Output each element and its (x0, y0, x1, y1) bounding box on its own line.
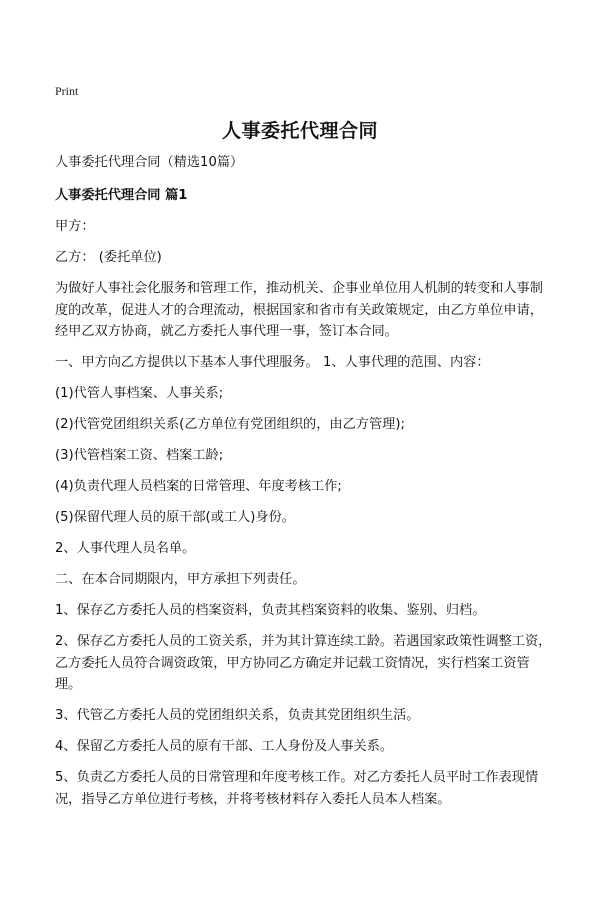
paragraph-item-5: (5)保留代理人员的原干部(或工人)身份。 (55, 510, 295, 525)
paragraph-party-b: 乙方： (委托单位) (55, 250, 162, 265)
paragraph-duty-3: 3、代管乙方委托人员的党团组织关系，负责其党团组织生活。 (55, 708, 420, 723)
paragraph-clause-1: 一、甲方向乙方提供以下基本人事代理服务。 1、人事代理的范围、内容： (55, 355, 490, 370)
document-title: 人事委托代理合同 (221, 120, 378, 142)
paragraph-duty-4: 4、保留乙方委托人员的原有干部、工人身份及人事关系。 (55, 739, 394, 754)
document-body (55, 152, 555, 820)
paragraph-duty-2: 2、保存乙方委托人员的工资关系，并为其计算连续工龄。若遇国家政策性调整工资，乙方委托人员符合调资政策，甲方协同乙方确定并记载工资情况，实行档案工资管理。 (55, 634, 552, 692)
section-heading: 人事委托代理合同 篇1 (55, 187, 188, 203)
paragraph-duty-1: 1、保存乙方委托人员的档案资料，负责其档案资料的收集、鉴别、归档。 (55, 603, 486, 618)
paragraph-name-list: 2、人事代理人员名单。 (55, 541, 196, 556)
paragraph-duty-5: 5、负责乙方委托人员的日常管理和年度考核工作。对乙方委托人员平时工作表现情况，指导乙方单位进行考核，并将考核材料存入委托人员本人档案。 (55, 770, 539, 807)
paragraph-item-1: (1)代管人事档案、人事关系; (55, 386, 224, 401)
paragraph-item-3: (3)代管档案工资、档案工龄; (55, 448, 224, 463)
document-subtitle: 人事委托代理合同（精选10篇） (55, 155, 244, 170)
paragraph-party-a: 甲方： (55, 219, 95, 234)
paragraph-item-4: (4)负责代理人员档案的日常管理、年度考核工作; (55, 479, 342, 494)
paragraph-clause-2: 二、在本合同期限内，甲方承担下列责任。 (55, 572, 306, 587)
print-label: Print (55, 84, 79, 98)
paragraph-item-2: (2)代管党团组织关系(乙方单位有党团组织的，由乙方管理); (55, 417, 405, 432)
paragraph-preamble: 为做好人事社会化服务和管理工作，推动机关、企事业单位用人机制的转变和人事制度的改革，促进人才的合理流动，根据国家和省市有关政策规定，由乙方单位申请，经甲乙双方协商，就乙方委托人事代理一事，签订本合同。 (55, 281, 543, 339)
